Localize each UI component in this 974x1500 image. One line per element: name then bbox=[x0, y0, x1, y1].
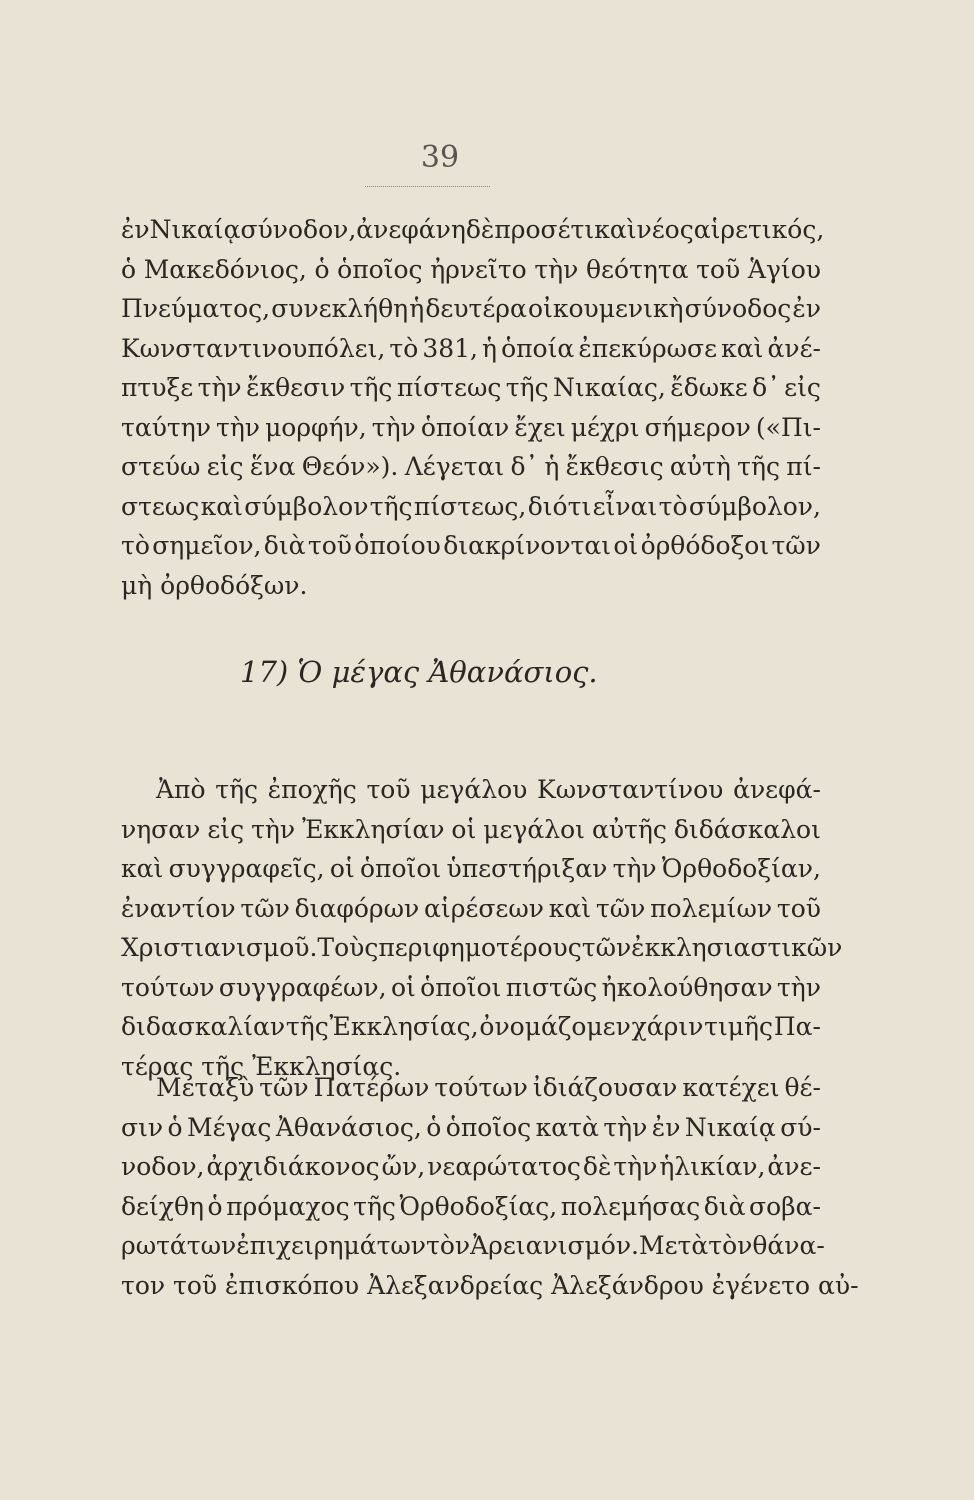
text-line: νοδον, ἀρχιδιάκονος ὤν, νεαρώτατος δὲ τὴν ἡλικίαν, ἀνε- bbox=[121, 1152, 821, 1181]
text-line: πτυξε τὴν ἔκθεσιν τῆς πίστεως τῆς Νικαίας, ἔδωκε δ᾽ εἰς bbox=[121, 373, 821, 402]
paragraph-2 bbox=[121, 770, 843, 1086]
text-line: Κωνσταντινουπόλει, τὸ 381, ἡ ὁποία ἐπεκύρωσε καὶ ἀνέ- bbox=[121, 333, 821, 363]
paragraph-3 bbox=[121, 1068, 859, 1305]
text-line: τὸ σημεῖον, διὰ τοῦ ὁποίου διακρίνονται οἱ ὀρθόδοξοι τῶν bbox=[121, 531, 821, 560]
text-line: στεως καὶ σύμβολον τῆς πίστεως, διότι εἶναι τὸ σύμβολον, bbox=[121, 491, 821, 521]
text-line: ὁ Μακεδόνιος, ὁ ὁποῖος ἠρνεῖτο τὴν θεότητα τοῦ Ἁγίου bbox=[121, 254, 821, 284]
header-rule bbox=[365, 186, 490, 187]
paragraph-1 bbox=[121, 210, 825, 605]
text-line: τέρας τῆς Ἐκκλησίας. bbox=[121, 1051, 402, 1081]
text-line: μὴ ὀρθοδόξων. bbox=[121, 570, 308, 600]
text-line: ταύτην τὴν μορφήν, τὴν ὁποίαν ἔχει μέχρι σήμερον («Πι- bbox=[121, 412, 821, 442]
text-line: στεύω εἰς ἕνα Θεόν»). Λέγεται δ᾽ ἡ ἔκθεσις αὐτὴ τῆς πί- bbox=[121, 452, 821, 481]
text-line: νησαν εἰς τὴν Ἐκκλησίαν οἱ μεγάλοι αὐτῆς διδάσκαλοι bbox=[121, 814, 821, 844]
text-line: ρωτάτων ἐπιχειρημάτων τὸν Ἀρειανισμόν. Μετὰ τὸν θάνα- bbox=[121, 1231, 825, 1260]
text-line: ἐν Νικαίᾳ σύνοδον, ἀνεφάνη δὲ προσέτι καὶ νέος αἱρετικός, bbox=[121, 215, 825, 244]
text-line: δείχθη ὁ πρόμαχος τῆς Ὀρθοδοξίας, πολεμήσας διὰ σοβα- bbox=[121, 1191, 821, 1221]
text-line: σιν ὁ Μέγας Ἀθανάσιος, ὁ ὁποῖος κατὰ τὴν ἐν Νικαίᾳ σύ- bbox=[121, 1112, 821, 1142]
text-line: Χριστιανισμοῦ. Τοὺς περιφημοτέρους τῶν ἐκκλησιαστικῶν bbox=[121, 933, 843, 962]
text-line: διδασκαλίαν τῆς Ἐκκλησίας, ὀνομάζομεν χάριν τιμῆς Πα- bbox=[121, 1012, 821, 1041]
text-line: τούτων συγγραφέων, οἱ ὁποῖοι πιστῶς ἠκολούθησαν τὴν bbox=[121, 972, 821, 1002]
text-line: Ἀπὸ τῆς ἐποχῆς τοῦ μεγάλου Κωνσταντίνου ἀνεφά- bbox=[156, 775, 821, 804]
section-heading: 17) Ὁ μέγας Ἀθανάσιος. bbox=[240, 655, 598, 689]
text-line: καὶ συγγραφεῖς, οἱ ὁποῖοι ὑπεστήριξαν τὴν Ὀρθοδοξίαν, bbox=[121, 854, 821, 883]
text-line: ἐναντίον τῶν διαφόρων αἱρέσεων καὶ τῶν πολεμίων τοῦ bbox=[121, 893, 821, 923]
text-line: τον τοῦ ἐπισκόπου Ἀλεξανδρείας Ἀλεξάνδρου ἐγένετο αὐ- bbox=[121, 1270, 859, 1300]
text-line: Μεταξὺ τῶν Πατέρων τούτων ἰδιάζουσαν κατέχει θέ- bbox=[156, 1073, 821, 1102]
page-number: 39 bbox=[420, 140, 460, 175]
text-line: Πνεύματος, συνεκλήθη ἡ δευτέρα οἰκουμενικὴ σύνοδος ἐν bbox=[121, 294, 821, 323]
